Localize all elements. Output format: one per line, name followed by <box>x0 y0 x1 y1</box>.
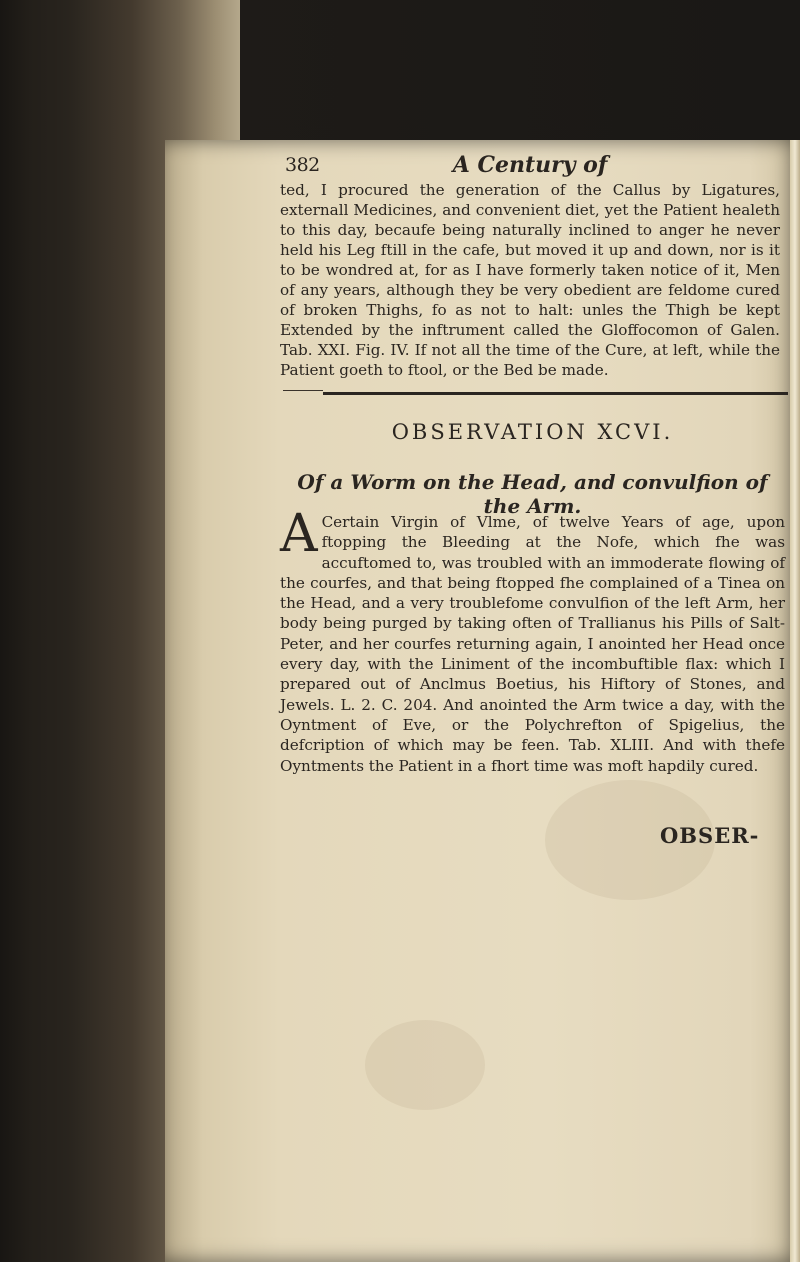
running-head: A Century of <box>452 152 608 178</box>
continued-paragraph: ted, I procured the generation of the Callus by Ligatures, externall Medicines, and convenient diet, yet the Patient healeth to this day, becaufe being naturally inclined to anger he never held his Leg ftill in the cafe, but moved it up and down, nor is it to be wondred at, for as I have formerly taken notice of it, Men of any years, although they be very obedient are feldome cured of broken Thighs, fo as not to halt: unles the Thigh be kept Extended by the inftrument called the Gloffocomon of Galen. Tab. XXI. Fig. IV. If not all the time of the Cure, at left, while the Patient goeth to ftool, or the Bed be made. <box>280 181 780 379</box>
observation-subtitle: Of a Worm on the Head, and convulfion of the Arm. <box>297 470 768 518</box>
divider-thin-rule <box>283 390 323 391</box>
catchword: OBSER- <box>660 823 760 848</box>
page-edge <box>790 140 800 1262</box>
observation-body <box>280 504 785 776</box>
observation-title: OBSERVATION XCVI. <box>391 420 674 444</box>
page-number: 382 <box>285 154 320 176</box>
book-page <box>165 140 800 1262</box>
page-header <box>285 152 775 182</box>
divider-thick-rule <box>323 392 788 395</box>
paper-stain <box>365 1020 485 1110</box>
section-divider <box>283 390 788 395</box>
drop-cap: A <box>280 504 318 564</box>
observation-body-text: Certain Virgin of Vlme, of twelve Years of age, upon ftopping the Bleeding at the Nofe, which fhe was accuftomed to, was troubled with an immoderate flowing of the courfes, and that being ftopped fhe complained of a Tinea on the Head, and a very troublefome convulfion of the left Arm, her body being purged by taking often of Trallianus his Pills of Salt-Peter, and her courfes returning again, I anointed her Head once every day, with the Liniment of the incombuftible flax: which I prepared out of Anclmus Boetius, his Hiftory of Stones, and Jewels. L. 2. C. 204. And anointed the Arm twice a day, with the Oyntment of Eve, or the Polychrefton of Spigelius, the defcription of which may be feen. Tab. XLIII. And with thefe Oyntments the Patient in a fhort time was moft hapdily cured. <box>280 513 785 775</box>
